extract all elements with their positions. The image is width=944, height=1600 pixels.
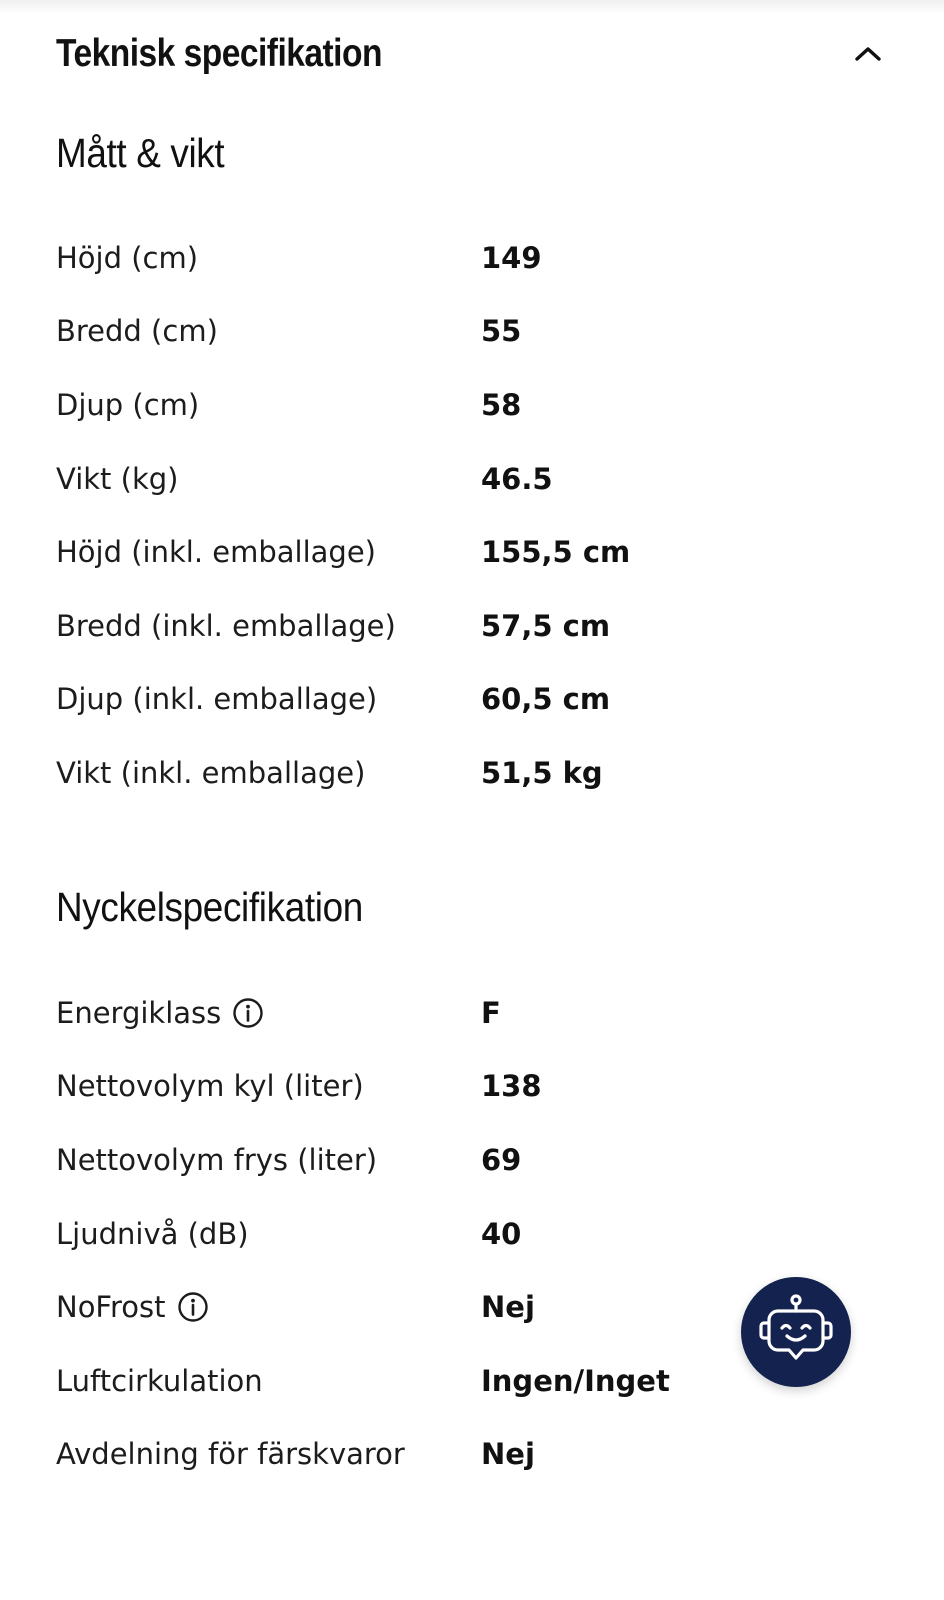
spec-label-cell xyxy=(56,1290,481,1324)
spec-label-cell xyxy=(56,996,481,1030)
spec-label-cell xyxy=(56,682,481,716)
spec-value: 60,5 cm xyxy=(481,682,611,717)
spec-label: NoFrost xyxy=(56,1290,166,1325)
info-icon[interactable] xyxy=(176,1290,210,1324)
chat-assistant-button[interactable] xyxy=(741,1277,851,1387)
spec-label: Bredd (cm) xyxy=(56,314,218,349)
spec-label: Djup (inkl. emballage) xyxy=(56,682,378,717)
group-heading-key-specs: Nyckelspecifikation xyxy=(56,884,363,930)
spec-row-djup-inkl-emballage xyxy=(56,663,888,737)
spec-label: Höjd (inkl. emballage) xyxy=(56,535,376,570)
spec-label: Avdelning för färskvaror xyxy=(56,1437,405,1472)
spec-value: 58 xyxy=(481,387,522,422)
chevron-up-icon[interactable] xyxy=(848,34,888,74)
spec-label-cell xyxy=(56,609,481,643)
spec-label-cell xyxy=(56,1069,481,1103)
spec-row-nettovolym-frys-liter xyxy=(56,1123,888,1197)
spec-value: 138 xyxy=(481,1069,542,1104)
spec-label-cell xyxy=(56,241,481,275)
spec-value: Nej xyxy=(481,1437,535,1472)
robot-chat-icon xyxy=(751,1287,841,1377)
spec-row-avdelning-for-farskvaror xyxy=(56,1418,888,1492)
spec-value: 155,5 cm xyxy=(481,535,631,570)
top-shadow xyxy=(0,0,944,14)
spec-label: Nettovolym frys (liter) xyxy=(56,1142,378,1177)
spec-value: 40 xyxy=(481,1216,522,1251)
spec-label: Vikt (inkl. emballage) xyxy=(56,755,366,790)
spec-row-djup-cm xyxy=(56,368,888,442)
spec-label-cell xyxy=(56,756,481,790)
spec-label: Bredd (inkl. emballage) xyxy=(56,608,396,643)
spec-label: Ljudnivå (dB) xyxy=(56,1216,249,1251)
spec-label: Vikt (kg) xyxy=(56,461,179,496)
spec-row-vikt-kg xyxy=(56,442,888,516)
spec-row-energiklass xyxy=(56,976,888,1050)
spec-row-bredd-inkl-emballage xyxy=(56,589,888,663)
section-title: Teknisk specifikation xyxy=(56,32,382,75)
spec-label-cell xyxy=(56,462,481,496)
spec-row-bredd-cm xyxy=(56,295,888,369)
spec-row-nettovolym-kyl-liter xyxy=(56,1050,888,1124)
key-spec-list xyxy=(56,976,888,1491)
spec-value: Nej xyxy=(481,1290,535,1325)
spec-row-hojd-inkl-emballage xyxy=(56,515,888,589)
spec-value: F xyxy=(481,995,501,1030)
spec-label-cell xyxy=(56,388,481,422)
group-heading-dimensions: Mått & vikt xyxy=(56,130,225,176)
spec-value: 69 xyxy=(481,1142,522,1177)
spec-value: 149 xyxy=(481,240,542,275)
spec-value: 55 xyxy=(481,314,522,349)
spec-label: Luftcirkulation xyxy=(56,1363,263,1398)
spec-label: Djup (cm) xyxy=(56,387,200,422)
spec-value: 51,5 kg xyxy=(481,755,603,790)
spec-label-cell xyxy=(56,314,481,348)
spec-row-vikt-inkl-emballage xyxy=(56,736,888,810)
spec-label-cell xyxy=(56,1437,481,1471)
spec-value: 57,5 cm xyxy=(481,608,611,643)
dimensions-spec-list xyxy=(56,221,888,810)
spec-label-cell xyxy=(56,1217,481,1251)
spec-label-cell xyxy=(56,1364,481,1398)
spec-value: 46.5 xyxy=(481,461,553,496)
spec-section-header[interactable] xyxy=(56,22,888,86)
spec-label: Energiklass xyxy=(56,995,222,1030)
info-icon[interactable] xyxy=(231,996,265,1030)
spec-row-ljudniva-db xyxy=(56,1197,888,1271)
spec-label-cell xyxy=(56,535,481,569)
spec-label: Nettovolym kyl (liter) xyxy=(56,1069,364,1104)
spec-label-cell xyxy=(56,1143,481,1177)
spec-value: Ingen/Inget xyxy=(481,1363,670,1398)
spec-row-hojd-cm xyxy=(56,221,888,295)
spec-label: Höjd (cm) xyxy=(56,240,199,275)
